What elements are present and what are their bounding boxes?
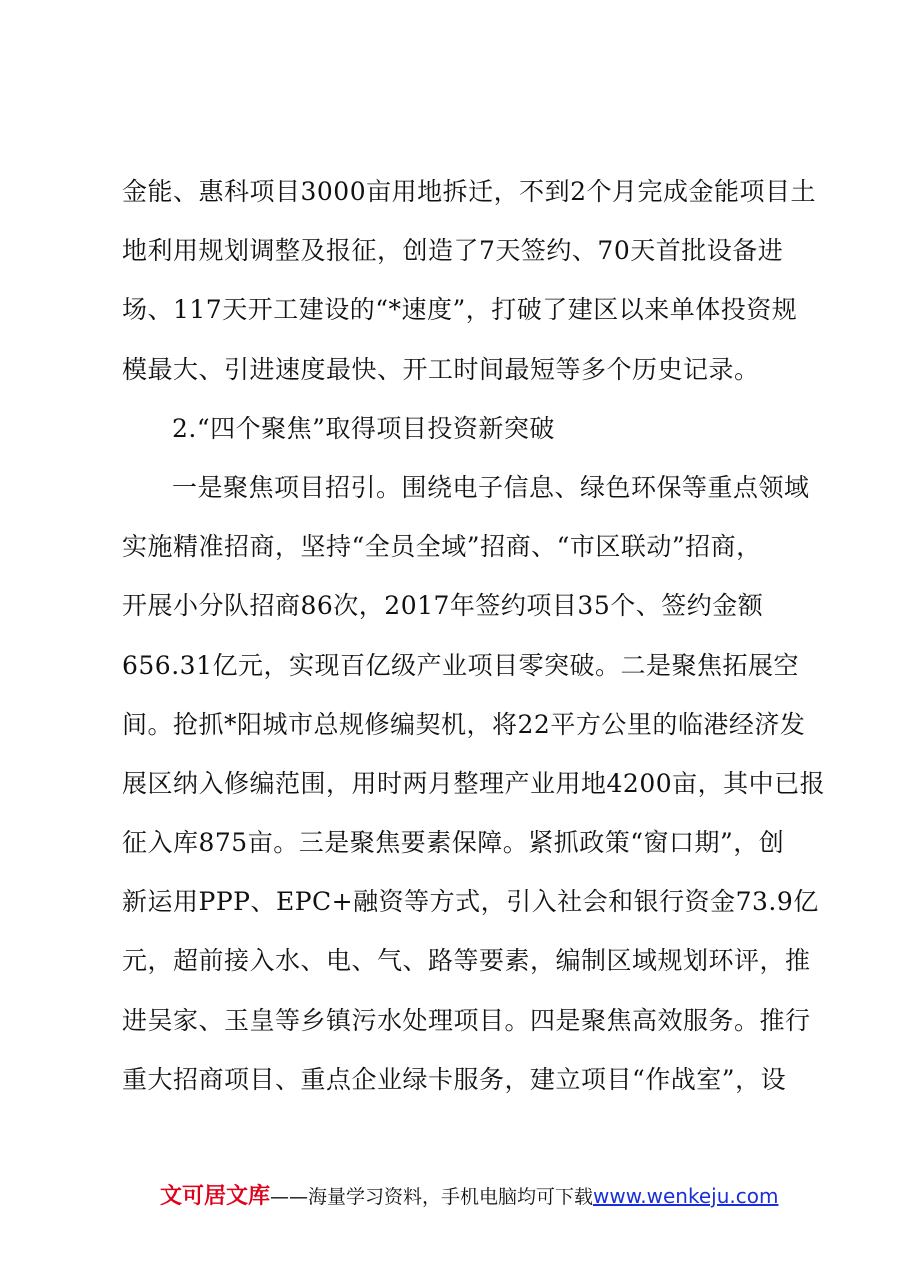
text-line: 金能、惠科项目3000亩用地拆迁，不到2个月完成金能项目土 [122,177,817,206]
document-body [122,162,826,1109]
website-link[interactable]: www.wenkeju.com [593,1184,779,1208]
text-line: 地利用规划调整及报征，创造了7天签约、70天首批设备进 [122,236,784,266]
text-line: 间。抢抓*阳城市总规修编契机，将22平方公里的临港经济发 [122,709,806,739]
text-line: 开展小分队招商86次，2017年签约项目35个、签约金额 [122,591,764,621]
footer-banner [160,1180,778,1212]
text-line: 进吴家、玉皇等乡镇污水处理项目。四是聚焦高效服务。推行 [122,1005,811,1035]
text-line: 重大招商项目、重点企业绿卡服务，建立项目“作战室”，设 [122,1064,787,1094]
text-line: 新运用PPP、EPC+融资等方式，引入社会和银行资金73.9亿 [122,887,819,917]
brand-name: 文可居文库 [160,1184,271,1209]
text-line: 一是聚焦项目招引。围绕电子信息、绿色环保等重点领域 [172,472,810,502]
section-heading: 2.“四个聚焦”取得项目投资新突破 [172,413,555,443]
text-line: 实施精准招商，坚持“全员全域”招商、“市区联动”招商， [122,532,762,562]
text-line: 元，超前接入水、电、气、路等要素，编制区域规划环评，推 [122,946,811,976]
text-line: 模最大、引进速度最快、开工时间最短等多个历史记录。 [122,354,760,384]
text-line: 场、117天开工建设的“*速度”，打破了建区以来单体投资规 [122,295,798,325]
text-line: 展区纳入修编范围，用时两月整理产业用地4200亩，其中已报 [122,768,826,798]
text-line: 656.31亿元，实现百亿级产业项目零突破。二是聚焦拓展空 [122,650,799,680]
footer-tagline: ——海量学习资料，手机电脑均可下载 [270,1186,594,1208]
text-line: 征入库875亩。三是聚焦要素保障。紧抓政策“窗口期”，创 [122,828,785,858]
